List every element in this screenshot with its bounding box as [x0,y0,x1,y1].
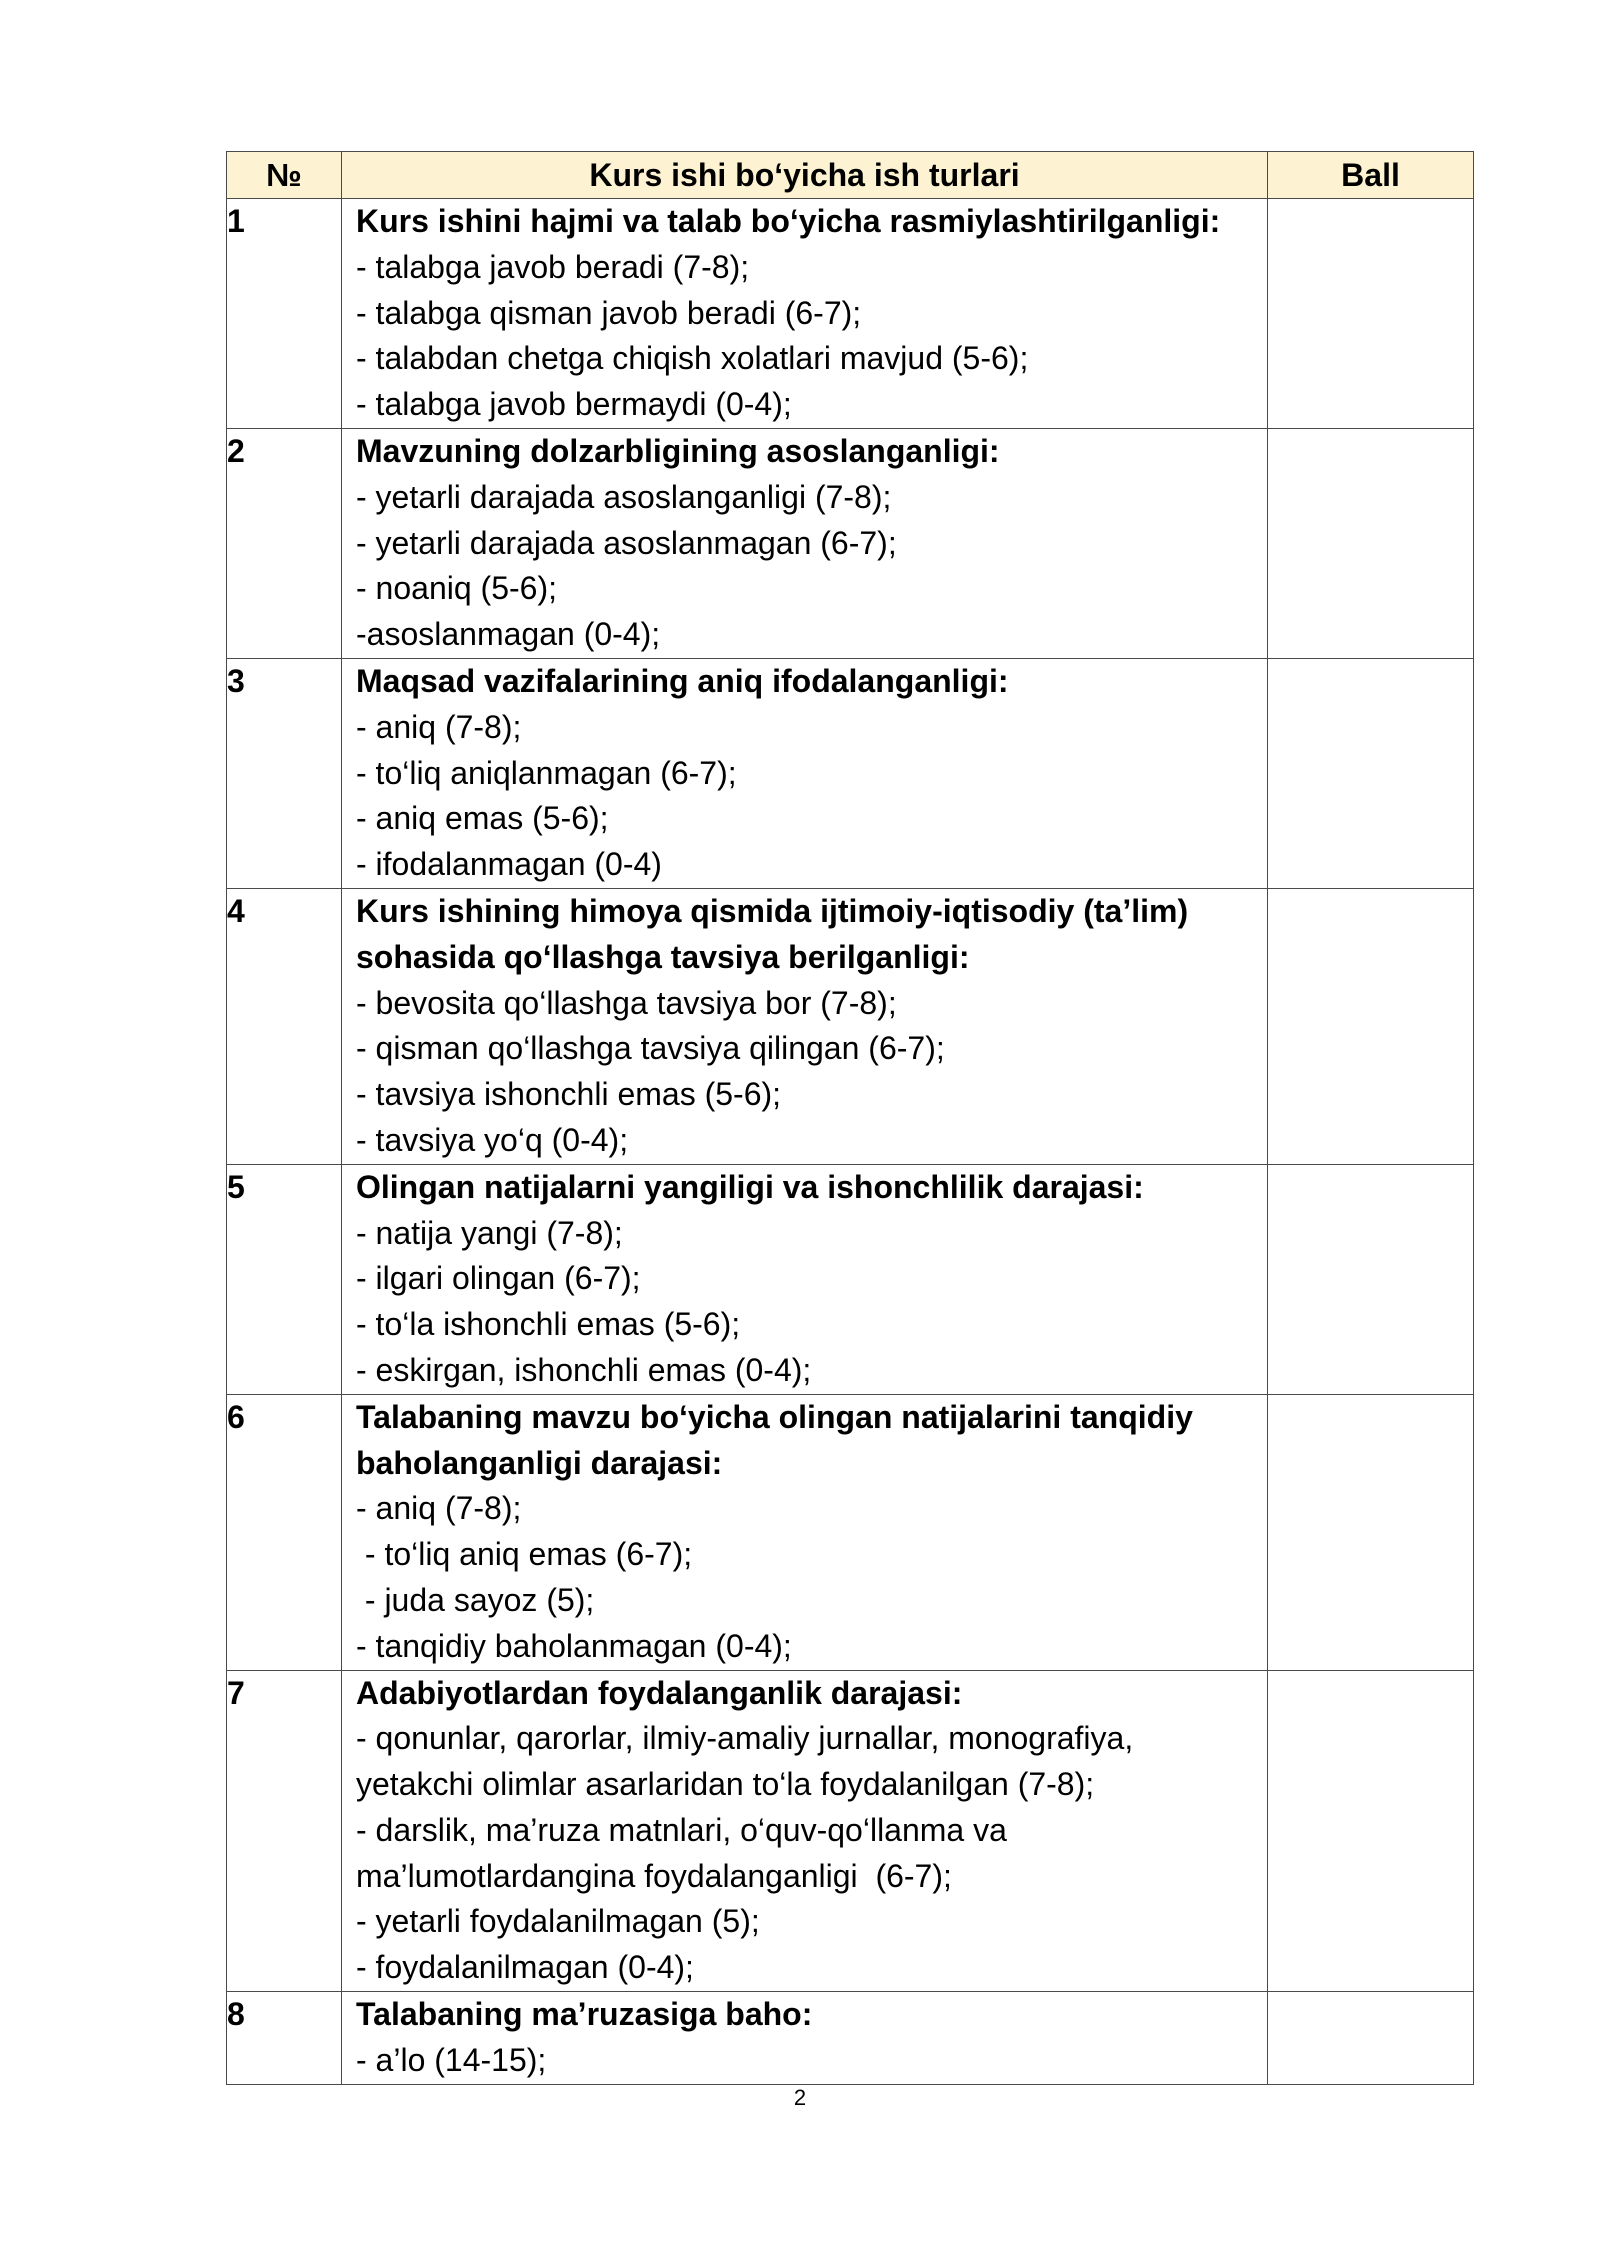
criterion-title: Talabaning ma’ruzasiga baho: [356,1996,813,2033]
score-cell[interactable] [1268,1670,1474,1992]
table-row [227,1992,1474,2085]
criterion-option: - eskirgan, ishonchli emas (0-4); [356,1351,812,1388]
criteria-cell [342,888,1268,1164]
score-cell[interactable] [1268,199,1474,429]
criterion-option: - yetarli darajada asoslanganligi (7-8); [356,478,892,515]
table-row [227,1670,1474,1992]
criterion-option: - ilgari olingan (6-7); [356,1260,641,1297]
table-row [227,1394,1474,1670]
criteria-cell [342,1394,1268,1670]
score-cell[interactable] [1268,1394,1474,1670]
row-number: 3 [227,658,342,888]
criterion-option: - tavsiya ishonchli emas (5-6); [356,1076,782,1113]
criterion-option: - yetarli foydalanilmagan (5); [356,1903,760,1940]
criteria-cell [342,428,1268,658]
criterion-title: Mavzuning dolzarbligining asoslanganligi: [356,432,1000,469]
table-body [227,199,1474,2085]
row-number: 4 [227,888,342,1164]
row-number: 6 [227,1394,342,1670]
criterion-option: - natija yangi (7-8); [356,1214,623,1251]
score-cell[interactable] [1268,658,1474,888]
row-number: 2 [227,428,342,658]
criterion-option: - to‘liq aniqlanmagan (6-7); [356,754,737,791]
table-row [227,199,1474,429]
page-number: 2 [793,2085,807,2110]
criterion-option: - a’lo (14-15); [356,2041,547,2078]
criterion-title: Kurs ishining himoya qismida ijtimoiy-iqtisodiy (ta’lim) sohasida qo‘llashga tavsiya berilganligi: [356,892,1189,975]
criterion-option: - tavsiya yo‘q (0-4); [356,1121,629,1158]
row-number: 1 [227,199,342,429]
criterion-option: - tanqidiy baholanmagan (0-4); [356,1627,792,1664]
criterion-option: - foydalanilmagan (0-4); [356,1949,694,1986]
table-row [227,1164,1474,1394]
table-header-row [227,152,1474,199]
criterion-option: - ifodalanmagan (0-4) [356,846,662,883]
criterion-option: - darslik, ma’ruza matnlari, o‘quv-qo‘llanma va ma’lumotlardangina foydalanganligi (6-7); [356,1811,1016,1894]
row-number: 8 [227,1992,342,2085]
criteria-cell [342,1164,1268,1394]
criteria-table [226,151,1474,2085]
criterion-option: - to‘la ishonchli emas (5-6); [356,1306,741,1343]
criteria-cell [342,199,1268,429]
score-cell[interactable] [1268,1164,1474,1394]
table-row [227,428,1474,658]
criterion-option: - talabga javob bermaydi (0-4); [356,386,792,423]
criterion-option: - qonunlar, qarorlar, ilmiy-amaliy jurnallar, monografiya, yetakchi olimlar asarlaridan to‘la foydalanilgan (7-8); [356,1720,1143,1803]
criteria-cell [342,658,1268,888]
table-row [227,658,1474,888]
criterion-title: Talabaning mavzu bo‘yicha olingan natijalarini tanqidiy baholanganligi darajasi: [356,1398,1193,1481]
criterion-option: - to‘liq aniq emas (6-7); [356,1536,693,1573]
criterion-option: - aniq (7-8); [356,1490,522,1527]
criterion-title: Olingan natijalarni yangiligi va ishonchlilik darajasi: [356,1168,1144,1205]
table-row [227,888,1474,1164]
criterion-option: - talabga qisman javob beradi (6-7); [356,294,862,331]
criterion-option: - talabdan chetga chiqish xolatlari mavjud (5-6); [356,340,1029,377]
criterion-option: -asoslanmagan (0-4); [356,616,661,653]
row-number: 7 [227,1670,342,1992]
score-cell[interactable] [1268,428,1474,658]
header-score: Ball [1268,152,1474,199]
criterion-option: - juda sayoz (5); [356,1581,595,1618]
criterion-title: Kurs ishini hajmi va talab bo‘yicha rasmiylashtirilganligi: [356,203,1221,239]
criterion-option: - noaniq (5-6); [356,570,557,607]
row-number: 5 [227,1164,342,1394]
criteria-cell [342,1992,1268,2085]
criterion-option: - aniq emas (5-6); [356,800,609,837]
criterion-title: Maqsad vazifalarining aniq ifodalanganligi: [356,662,1009,699]
criteria-cell [342,1670,1268,1992]
score-cell[interactable] [1268,1992,1474,2085]
header-criteria: Kurs ishi bo‘yicha ish turlari [342,152,1268,199]
criterion-option: - yetarli darajada asoslanmagan (6-7); [356,524,897,561]
criterion-option: - talabga javob beradi (7-8); [356,248,750,285]
score-cell[interactable] [1268,888,1474,1164]
criterion-option: - qisman qo‘llashga tavsiya qilingan (6-7); [356,1030,945,1067]
criterion-title: Adabiyotlardan foydalanganlik darajasi: [356,1674,963,1711]
criterion-option: - bevosita qo‘llashga tavsiya bor (7-8); [356,984,897,1021]
criterion-option: - aniq (7-8); [356,708,522,745]
header-number: № [227,152,342,199]
